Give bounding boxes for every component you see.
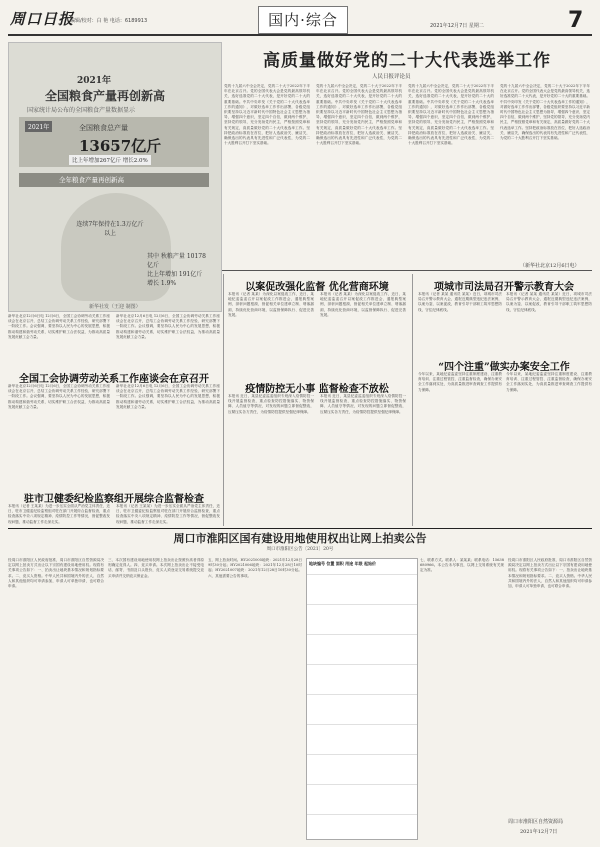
info-band2-label: 全年粮食产量再创新高 (59, 176, 124, 184)
left-story1-headline: 全国工会协调劳动关系工作座谈会在京召开 (19, 374, 209, 385)
mid-story2-col1: 本报讯 近日，某县纪委监委组织专班深入疫情防控一线开展监督检查，重点检查防控措施落实、物资保障、人员值守等情况，对发现的问题立即督促整改，压紧压实各方责任，为疫情防控提供坚强纪律保障。 (228, 394, 314, 414)
section-title: 国内·综合 (258, 6, 348, 34)
header-date: 2021年12月7日 星期二 (430, 23, 484, 29)
left-story2-col2: 本报讯（记者 王某某）为进一步压实全面从严治党主体责任，近日，驻市卫健委纪检监察组对驻在部门开展综合监督检查，重点检查落实中央八项规定精神、疫情防控工作等情况，督促整改发现问题，推动监督工作走深走实。 (116, 504, 220, 524)
table-row (307, 719, 417, 725)
header-divider (8, 34, 592, 36)
divider (412, 274, 413, 526)
table-row (307, 779, 417, 785)
parcel-table (306, 558, 418, 840)
bag-annotation-autumn: 其中 秋粮产量 10178亿斤 (147, 253, 206, 269)
left-story1-col2: 新华社北京12月6日电 12月6日，全国工会协调劳动关系工作座谈会在北京召开，总结工会协调劳动关系工作经验，研究部署下一阶段工作。会议强调，要坚持以人民为中心的发展思想，积极推动构建和谐劳动关系，切实维护职工合法权益，为推动高质量发展贡献工会力量。 (116, 384, 220, 409)
notice-signature-org: 周口市淮阳区自然资源局 (508, 819, 564, 825)
right-story1-col1: 本报讯（记者 某某 通讯员 某某）近日，项城市司法局召开警示教育大会，通报近期典型违纪违法案例，以案为鉴、以案促改，教育引导干部职工筑牢思想防线，守住纪律底线。 (418, 292, 502, 312)
top-story-footer: （新华社北京12月6日电） (520, 263, 580, 269)
notice-col3: 五、网上拍卖时间。HY2021005地块：2021年12月28日9时30分起；HY2021006地块：2021年12月28日10时起；HY2021007地块：2021年12月28日10时30分起。六、其他需要公告的事项。 (208, 558, 302, 578)
bag-note: 连续7年保持在1.3万亿斤以上 (76, 221, 144, 237)
mid-story1-col1: 本报讯（记者 某某）为深化以案促改工作，近日，某地纪委监委召开以案促改工作推进会，通报典型案例，剖析问题根源，督促相关单位建章立制、堵塞漏洞，持续优化营商环境，以监督保障执行、促进完善发展。 (228, 292, 314, 317)
table-row (307, 809, 417, 815)
notice-title: 周口市淮阳区国有建设用地使用权出让网上拍卖公告 (173, 532, 427, 545)
info-credit: 新华社发（王迎 制图） (89, 304, 141, 310)
masthead: 周口日报 (10, 10, 75, 28)
left-story1-col1: 新华社北京12月6日电 12月6日，全国工会协调劳动关系工作座谈会在北京召开，总结工会协调劳动关系工作经验，研究部署下一阶段工作。会议强调，要坚持以人民为中心的发展思想，积极推动构建和谐劳动关系，切实维护职工合法权益，为推动高质量发展贡献工会力量。 (8, 384, 110, 409)
notice-col5: 经周口市淮阳区人民政府批准，周口市淮阳区自然资源局决定以网上拍卖方式出让以下宗国有建设用地使用权。现将有关事项公告如下：一、拍卖出让地块基本情况和规划指标要求。二、竞买人资格。中华人民共和国境内外的法人、自然人和其他组织均可申请参加，申请人可单独申请，也可联合申请。 (508, 558, 592, 589)
parcel-table-header: 地块编号 位置 面积 用途 年限 起始价 (309, 561, 376, 566)
notice-signature-date: 2021年12月7日 (520, 829, 558, 835)
notice-subtitle: 周口市淮阳区公告〔2021〕20号 (266, 547, 334, 552)
info-total-label: 全国粮食总产量 (79, 124, 128, 132)
top-byline: 人民日报评论员 (372, 74, 411, 80)
top-story-col2: 党的十九届六中全会决定，党的二十大于2022年下半年在北京召开。党的全国代表大会是党的最高领导机关，选好选准党的二十大代表，是开好党的二十大的重要基础。中共中央印发《关于党的二十大代表选举工作的通知》，对做好选举工作作出部署，各级党组织要坚持以习近平新时代中国特色社会主义思想为指导，增强四个意识，坚定四个自信，做到两个维护，坚持党的领导，充分发扬党内民主，严格按照党章和有关规定，高质量做好党的二十大代表选举工作。坚持把政治标准放在首位，把好人选政治关、廉洁关，确保选出的代表具有先进性和广泛代表性，为党的二十大胜利召开打下坚实基础。 (316, 84, 402, 146)
info-title: 全国粮食产量再创新高 (45, 89, 166, 103)
bag-annotation-increase: 比上年增加 191亿斤 增长 1.9% (147, 271, 203, 287)
right-story2-col1: 今年以来，某地纪委监委坚持注重制度建设、注重教育培训、注重过程管控、注重监督检查，确保办案安全工作落到实处，为高质量推进审查调查工作提供有力保障。 (418, 372, 502, 392)
right-story1-headline: 项城市司法局召开警示教育大会 (434, 282, 574, 293)
grain-infographic (8, 42, 222, 312)
table-row (307, 749, 417, 755)
info-band-label: 2021年 (25, 121, 52, 132)
left-col-text-b: 新华社北京12月6日电 12月6日，全国工会协调劳动关系工作座谈会在北京召开，总结工会协调劳动关系工作经验，研究部署下一阶段工作。会议强调，要坚持以人民为中心的发展思想，积极推动构建和谐劳动关系，切实维护职工合法权益，为推动高质量发展贡献工会力量。 (116, 314, 220, 339)
mid-story1-col2: 本报讯（记者 某某）为深化以案促改工作，近日，某地纪委监委召开以案促改工作推进会，通报典型案例，剖析问题根源，督促相关单位建章立制、堵塞漏洞，持续优化营商环境，以监督保障执行、促进完善发展。 (320, 292, 406, 317)
top-story-col1: 党的十九届六中全会决定，党的二十大于2022年下半年在北京召开。党的全国代表大会是党的最高领导机关，选好选准党的二十大代表，是开好党的二十大的重要基础。中共中央印发《关于党的二十大代表选举工作的通知》，对做好选举工作作出部署，各级党组织要坚持以习近平新时代中国特色社会主义思想为指导，增强四个意识，坚定四个自信，做到两个维护，坚持党的领导，充分发扬党内民主，严格按照党章和有关规定，高质量做好党的二十大代表选举工作。坚持把政治标准放在首位，把好人选政治关、廉洁关，确保选出的代表具有先进性和广泛代表性，为党的二十大胜利召开打下坚实基础。 (224, 84, 310, 146)
top-headline: 高质量做好党的二十大代表选举工作 (263, 51, 551, 71)
info-subtitle: 国家统计局公布的全国粮食产量数据显示 (27, 107, 136, 114)
notice-col1: 经周口市淮阳区人民政府批准，周口市淮阳区自然资源局决定以网上拍卖方式出让以下宗国有建设用地使用权。现将有关事项公告如下：一、拍卖出让地块基本情况和规划指标要求。二、竞买人资格。中华人民共和国境内外的法人、自然人和其他组织均可申请参加，申请人可单独申请，也可联合申请。 (8, 558, 104, 589)
right-story1-col2: 本报讯（记者 某某 通讯员 某某）近日，项城市司法局召开警示教育大会，通报近期典型违纪违法案例，以案为鉴、以案促改，教育引导干部职工筑牢思想防线，守住纪律底线。 (506, 292, 592, 312)
divider (222, 270, 592, 271)
info-year: 2021年 (77, 76, 112, 86)
notice-col2: 三、本次国有建设用地使用权网上拍卖出让按照价高者得原则确定竞得人。四、竞买申请。本次网上拍卖出让不接受电话、邮寄、书面及口头报价，竞买人须登录交易系统提交竞买申请并交纳竞买保证金。 (108, 558, 204, 578)
right-story2-headline: “四个注重”做实办案安全工作 (438, 362, 570, 373)
header-meta: 编辑/校对：白 艳 电话：6189913 (70, 18, 148, 24)
divider (223, 274, 224, 526)
table-row (307, 629, 417, 635)
info-total-value: 13657亿斤 (79, 137, 162, 155)
right-story2-col2: 今年以来，某地纪委监委坚持注重制度建设、注重教育培训、注重过程管控、注重监督检查，确保办案安全工作落到实处，为高质量推进审查调查工作提供有力保障。 (506, 372, 592, 392)
table-row (307, 689, 417, 695)
info-increase: 比上年增加267亿斤 增长2.0% (69, 155, 151, 165)
table-row (307, 599, 417, 605)
page-number: 7 (568, 8, 584, 33)
left-col-text-a: 新华社北京12月6日电 12月6日，全国工会协调劳动关系工作座谈会在北京召开，总结工会协调劳动关系工作经验，研究部署下一阶段工作。会议强调，要坚持以人民为中心的发展思想，积极推动构建和谐劳动关系，切实维护职工合法权益，为推动高质量发展贡献工会力量。 (8, 314, 110, 339)
divider (8, 528, 592, 529)
table-row (307, 569, 417, 575)
top-story-col3: 党的十九届六中全会决定，党的二十大于2022年下半年在北京召开。党的全国代表大会是党的最高领导机关，选好选准党的二十大代表，是开好党的二十大的重要基础。中共中央印发《关于党的二十大代表选举工作的通知》，对做好选举工作作出部署，各级党组织要坚持以习近平新时代中国特色社会主义思想为指导，增强四个意识，坚定四个自信，做到两个维护，坚持党的领导，充分发扬党内民主，严格按照党章和有关规定，高质量做好党的二十大代表选举工作。坚持把政治标准放在首位，把好人选政治关、廉洁关，确保选出的代表具有先进性和广泛代表性，为党的二十大胜利召开打下坚实基础。 (408, 84, 494, 146)
mid-story2-headline: 疫情防控无小事 监督检查不放松 (245, 384, 389, 395)
mid-story2-col2: 本报讯 近日，某县纪委监委组织专班深入疫情防控一线开展监督检查，重点检查防控措施落实、物资保障、人员值守等情况，对发现的问题立即督促整改，压紧压实各方责任，为疫情防控提供坚强纪律保障。 (320, 394, 406, 414)
left-story2-col1: 本报讯（记者 王某某）为进一步压实全面从严治党主体责任，近日，驻市卫健委纪检监察组对驻在部门开展综合监督检查，重点检查落实中央八项规定精神、疫情防控工作等情况，督促整改发现问题，推动监督工作走深走实。 (8, 504, 110, 524)
top-story-col4: 党的十九届六中全会决定，党的二十大于2022年下半年在北京召开。党的全国代表大会是党的最高领导机关，选好选准党的二十大代表，是开好党的二十大的重要基础。中共中央印发《关于党的二十大代表选举工作的通知》，对做好选举工作作出部署，各级党组织要坚持以习近平新时代中国特色社会主义思想为指导，增强四个意识，坚定四个自信，做到两个维护，坚持党的领导，充分发扬党内民主，严格按照党章和有关规定，高质量做好党的二十大代表选举工作。坚持把政治标准放在首位，把好人选政治关、廉洁关，确保选出的代表具有先进性和广泛代表性，为党的二十大胜利召开打下坚实基础。 (500, 84, 590, 141)
mid-story1-headline: 以案促改强化监督 优化营商环境 (245, 282, 389, 293)
table-row (307, 659, 417, 665)
left-story2-headline: 驻市卫健委纪检监察组开展综合监督检查 (24, 494, 204, 505)
notice-col4: 七、联系方式。联系人：某某某；联系电话：15638680966。本公告未尽事宜，以网上交易系统有关规定为准。 (420, 558, 504, 573)
